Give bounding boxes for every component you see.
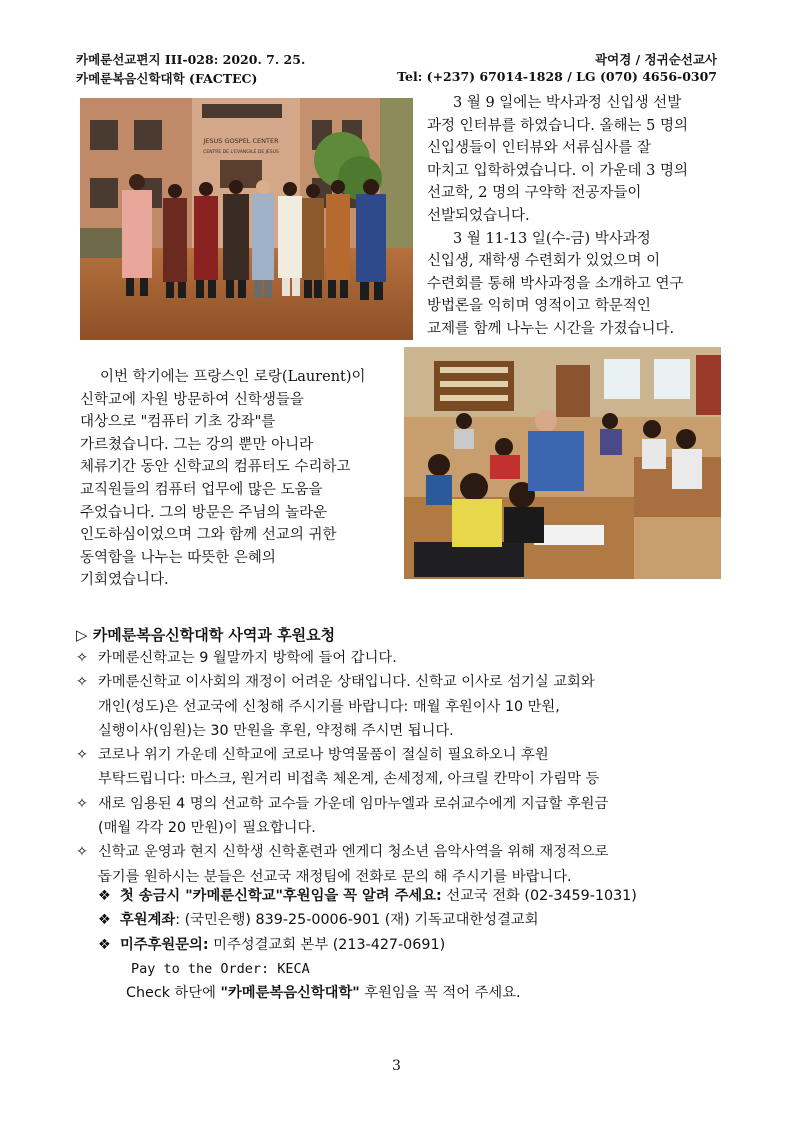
paragraph-line: 주었습니다. 그의 방문은 주님의 놀라운 [80,504,328,521]
page-number: 3 [392,1058,401,1074]
diamond-bullet-icon: ❖ [98,888,111,904]
list-item-line: 신학교 운영과 현지 신학생 신학훈련과 엔게디 청소년 음악사역을 위해 재정적으로 [98,844,609,861]
paragraph-computer-course [80,366,366,592]
building-sign-line1: JESUS GOSPEL CENTER [203,137,279,145]
list-item [76,743,608,792]
list-item [76,840,608,889]
account-number: : (국민은행) 839-25-0006-901 (재) 기독교대한성결교회 [175,912,539,929]
paragraph-line: 동역함을 나누는 따뜻한 은혜의 [80,549,276,566]
paragraph-line: 선발되었습니다. [427,207,530,224]
section-title [76,624,335,645]
paragraph-line: 선교학, 2 명의 구약학 전공자들이 [427,185,642,202]
paragraph-line: 교직원들의 컴퓨터 업무에 많은 도움을 [80,481,323,498]
list-item [76,646,608,670]
first-transfer-phone: 선교국 전화 (02-3459-1031) [441,888,637,904]
header-left-line1: 카메룬선교편지 III-028: 2020. 7. 25. [76,52,306,67]
paragraph-line: 신학교에 자원 방문하여 신학생들을 [80,391,304,408]
paragraph-line: 대상으로 "컴퓨터 기초 강좌"를 [80,414,276,431]
us-inquiry-phone: 미주성결교회 본부 (213-427-0691) [208,936,446,953]
diamond-bullet-icon: ❖ [98,912,111,929]
paragraph-line: 이번 학기에는 프랑스인 로랑(Laurent)이 [100,369,366,385]
paragraph-line: 인도하심이었으며 그와 함께 선교의 귀한 [80,527,337,544]
header-left-line2: 카메룬복음신학대학 (FACTEC) [76,71,258,86]
sparkle-bullet-icon: ✧ [76,795,88,812]
check-note [98,981,637,1005]
triangle-marker-icon: ▷ [76,626,88,644]
paragraph-line: 3 월 11-13 일(수-금) 박사과정 [453,230,651,247]
classroom-photo [404,347,721,579]
list-item [76,792,608,841]
sparkle-bullet-icon: ✧ [76,650,88,666]
list-item-line: 새로 임용된 4 명의 선교학 교수들 가운데 임마누엘과 로쉬교수에게 지급할 후원금 [98,795,609,812]
paragraph-line: 체류기간 동안 신학교의 컴퓨터도 수리하고 [80,459,351,476]
list-item-line: 돕기를 원하시는 분들은 선교국 재정팀에 전화로 문의 해 주시기를 바랍니다. [98,868,572,885]
sparkle-bullet-icon: ✧ [76,844,88,861]
paragraph-line: 신입생, 재학생 수련회가 있었으며 이 [427,253,661,270]
list-item-line: (매월 각각 20 만원)이 필요합니다. [98,820,316,837]
diamond-bullet-icon: ❖ [98,936,111,953]
support-account [98,908,637,932]
paragraph-line: 과정 인터뷰를 하였습니다. 올해는 5 명의 [427,117,688,134]
support-details [98,884,637,1005]
check-note-suffix: 후원임을 꼭 적어 주세요. [359,985,521,1002]
paragraph-line: 수련회를 통해 박사과정을 소개하고 연구 [427,275,684,292]
group-photo-illustration [80,98,413,340]
list-item-line: 코로나 위기 가운데 신학교에 코로나 방역물품이 절실히 필요하오니 후원 [98,747,549,764]
paragraph-phd-interview [427,92,688,341]
paragraph-line: 방법론을 익히며 영적이고 학문적인 [427,298,651,315]
paragraph-line: 기회였습니다. [80,572,169,589]
list-item-line: 부탁드립니다: 마스크, 원거리 비접촉 체온계, 손세정제, 아크릴 칸막이 가림막 등 [98,771,600,788]
classroom-photo-illustration [404,347,721,579]
support-us-inquiry [98,933,637,957]
group-photo [80,98,413,340]
paragraph-line: 신입생들이 인터뷰와 서류심사를 잘 [427,140,651,157]
pay-to-order: Pay to the Order: KECA [131,960,310,977]
check-note-bold: "카메룬복음신학대학" [220,985,360,1002]
paragraph-line: 마치고 입학하였습니다. 이 가운데 3 명의 [427,162,688,179]
list-item-line: 실행이사(임원)는 30 만원을 후원, 약정해 주시면 됩니다. [98,722,454,739]
list-item [76,670,608,743]
building-sign-line2: CENTRE DE L'EVANGILE DE JESUS [203,150,279,155]
paragraph-line: 가르쳤습니다. 그는 강의 뿐만 아니라 [80,436,314,453]
paragraph-line: 교제를 함께 나누는 시간을 가졌습니다. [427,320,675,337]
header-right-line2: Tel: (+237) 67014-1828 / LG (070) 4656-0307 [397,69,717,84]
sparkle-bullet-icon: ✧ [76,747,88,764]
support-first-transfer [98,884,637,908]
sparkle-bullet-icon: ✧ [76,674,88,691]
section-title-text: 카메룬복음신학대학 사역과 후원요청 [92,626,336,644]
check-note-prefix: Check 하단에 [126,985,221,1002]
first-transfer-label: 첫 송금시 "카메룬신학교"후원임을 꼭 알려 주세요: [120,888,442,904]
us-inquiry-label: 미주후원문의: [120,936,209,953]
list-item-line: 카메룬신학교 이사회의 재정이 어려운 상태입니다. 신학교 이사로 섬기실 교회와 [98,674,595,691]
bullet-list [76,646,608,889]
account-label: 후원계좌 [120,912,176,929]
list-item-line: 개인(성도)은 선교국에 신청해 주시기를 바랍니다: 매월 후원이사 10 만원, [98,698,560,715]
paragraph-line: 3 월 9 일에는 박사과정 신입생 선발 [453,95,682,111]
header-right-line1: 곽여경 / 정귀순선교사 [595,52,717,67]
list-item-line: 카메룬신학교는 9 월말까지 방학에 들어 갑니다. [98,650,397,666]
